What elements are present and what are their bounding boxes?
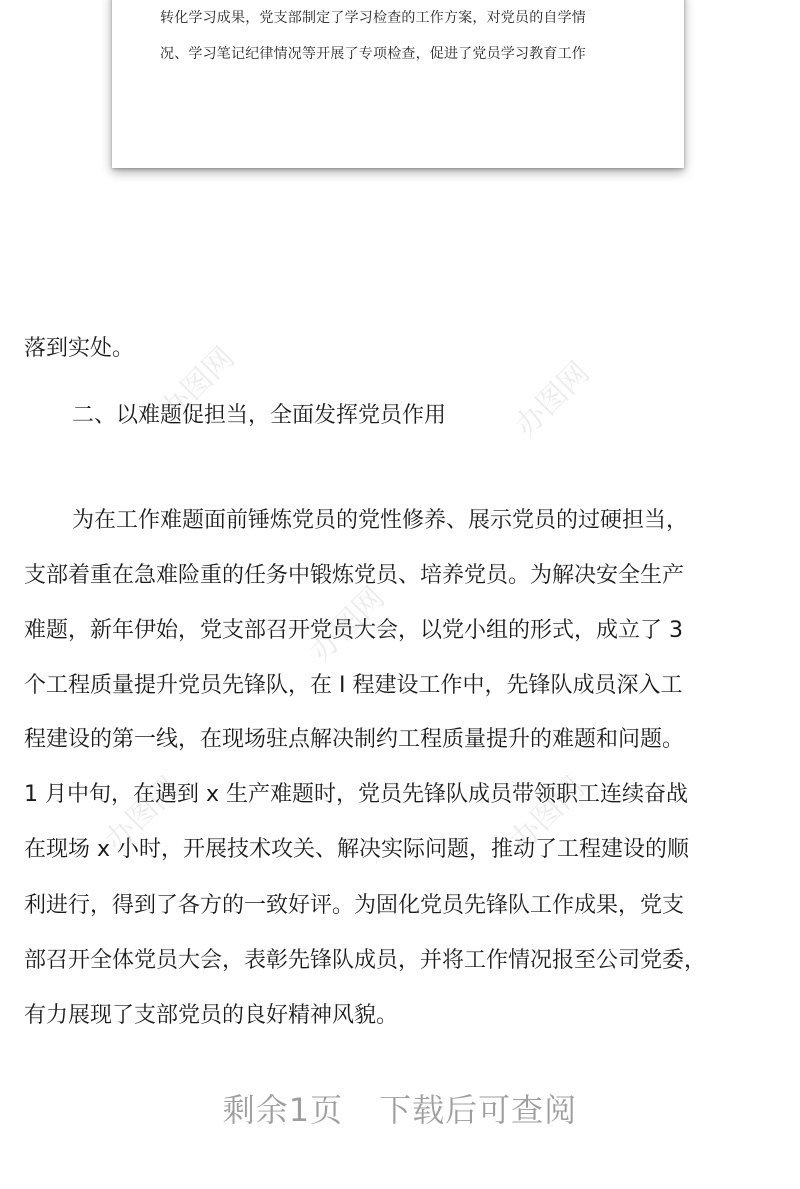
watermark: 办图网 bbox=[303, 580, 392, 669]
preview-line-2: 况、学习笔记纪律情况等开展了专项检查，促进了党员学习教育工作 bbox=[160, 46, 586, 62]
watermark: 办图网 bbox=[98, 770, 187, 859]
download-to-view-label: 下载后可查阅 bbox=[379, 1091, 578, 1129]
paragraph-line: 利进行，得到了各方的一致好评。为固化党员先锋队工作成果，党支 bbox=[24, 893, 685, 918]
paragraph-line: 有力展现了支部党员的良好精神风貌。 bbox=[24, 1003, 399, 1028]
watermark: 办图网 bbox=[508, 355, 597, 444]
paragraph-line: 部召开全体党员大会，表彰先锋队成员，并将工作情况报至公司党委， bbox=[24, 948, 707, 973]
paragraph-line: 程建设的第一线，在现场驻点解决制约工程质量提升的难题和问题。 bbox=[24, 727, 685, 752]
continuation-text: 落到实处。 bbox=[24, 336, 135, 361]
paragraph-line: 1 月中旬，在遇到 x 生产难题时，党员先锋队成员带领职工连续奋战 bbox=[24, 782, 688, 807]
paragraph-line: 为在工作难题面前锤炼党员的党性修养、展示党员的过硬担当， bbox=[72, 508, 689, 533]
preview-line-1: 转化学习成果，党支部制定了学习检查的工作方案，对党员的自学情 bbox=[160, 10, 586, 26]
paragraph-line: 支部着重在急难险重的任务中锻炼党员、培养党员。为解决安全生产 bbox=[24, 563, 685, 588]
download-prompt[interactable] bbox=[0, 1090, 800, 1130]
remaining-pages-label: 剩余1页 bbox=[222, 1091, 344, 1129]
paragraph-line: 个工程质量提升党员先锋队，在 I 程建设工作中，先锋队成员深入工 bbox=[24, 673, 683, 698]
preview-card bbox=[112, 0, 684, 168]
watermark: 办图网 bbox=[503, 770, 592, 859]
paragraph-line: 难题，新年伊始，党支部召开党员大会，以党小组的形式，成立了 3 bbox=[24, 618, 683, 643]
section-heading: 二、以难题促担当，全面发挥党员作用 bbox=[72, 403, 447, 428]
watermark: 办图网 bbox=[153, 340, 242, 429]
paragraph-line: 在现场 x 小时，开展技术攻关、解决实际问题，推动了工程建设的顺 bbox=[24, 837, 690, 862]
